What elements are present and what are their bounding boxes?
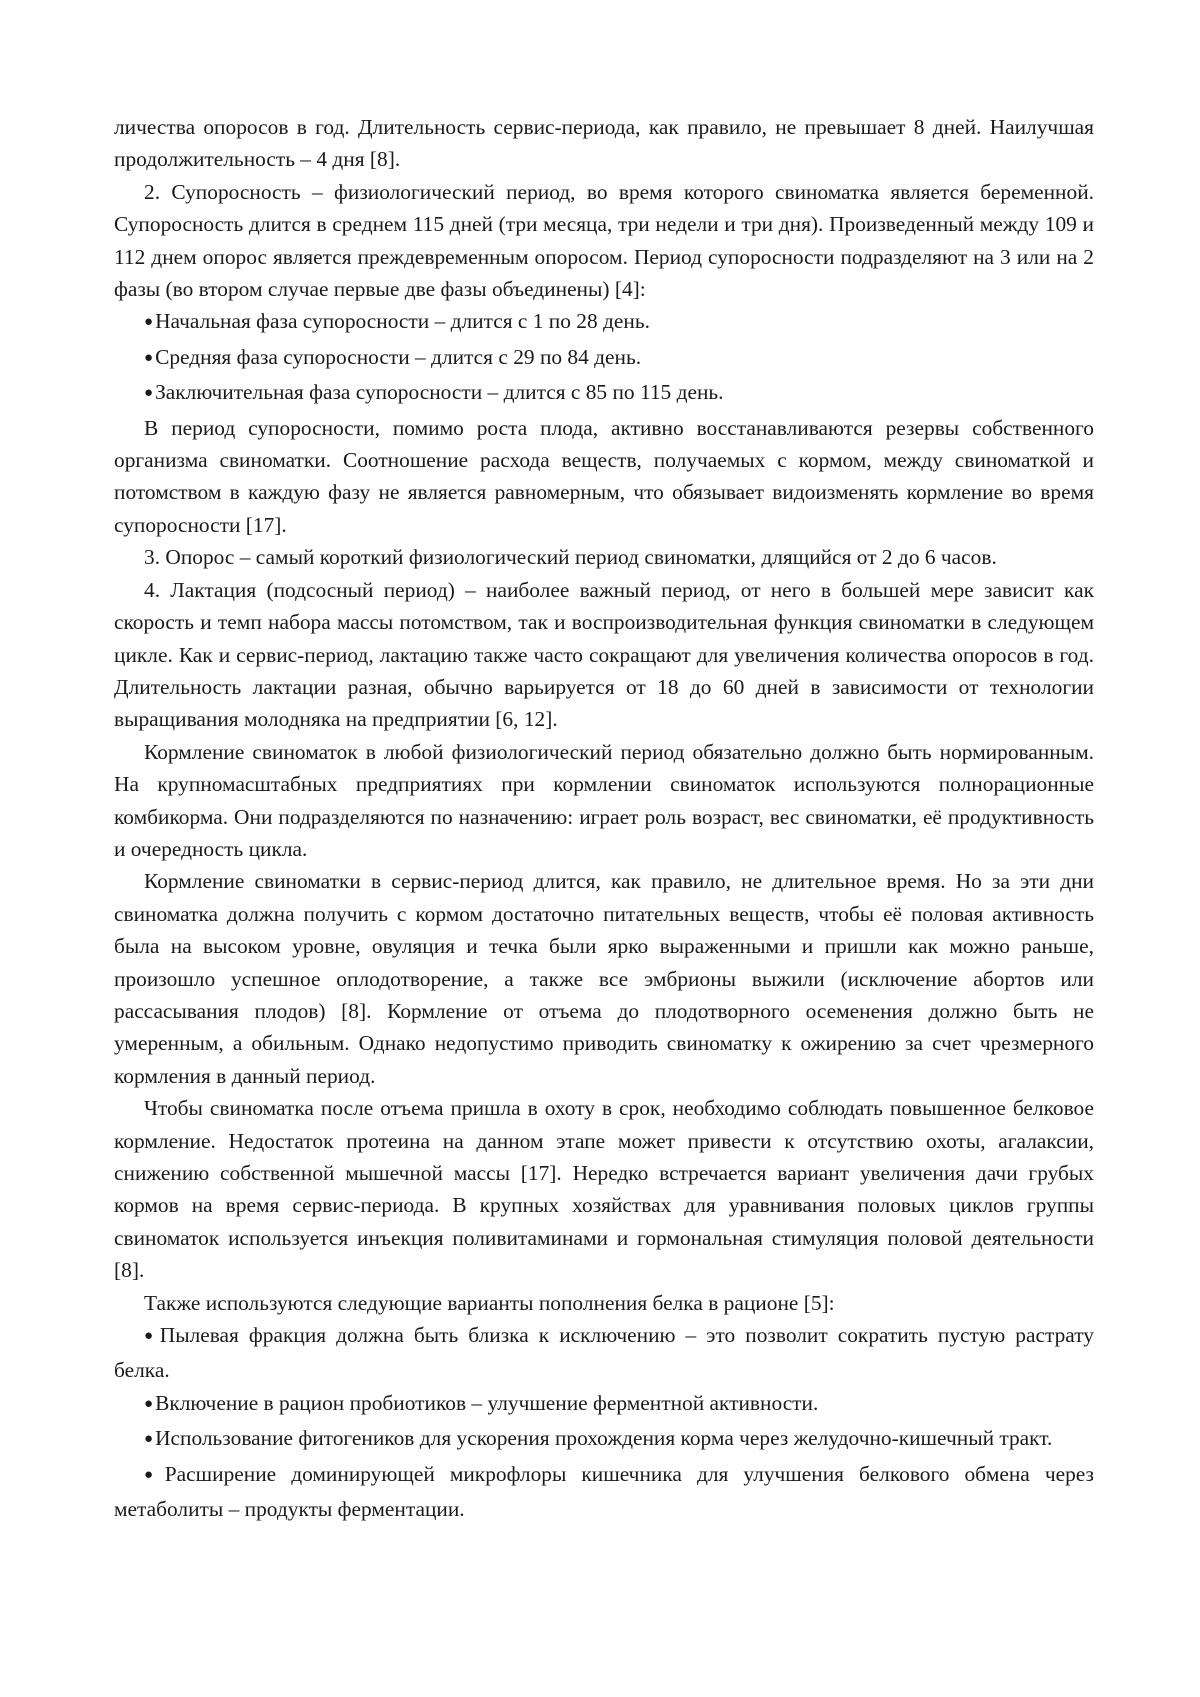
paragraph-gestation: 2. Супоросность – физиологический период, во время которого свиноматка является беременной. Супоросность длится в среднем 115 дней (три месяца, три недели и три дня). Произведенный между 109 и 112 днем опорос является преждевременным опоросом. Период супоросности подразделяют на 3 или на 2 фазы (во втором случае первые две фазы объединены) [4]: (114, 179, 1094, 302)
paragraph-farrowing: 3. Опорос – самый короткий физиологический период свиноматки, длящийся от 2 до 6 часов. (144, 545, 997, 570)
paragraph-feeding-norm: Кормление свиноматок в любой физиологический период обязательно должно быть нормированным. На крупномасштабных предприятиях при кормлении свиноматок используются полнорационные комбикорма. Они подразделяются по назначению: играет роль возраст, вес свиноматки, её продуктивность и очередность цикла. (114, 739, 1094, 861)
list-item: ●Заключительная фаза супоросности – длится с 85 по 115 день. (144, 380, 724, 405)
bullet-icon: ● (144, 349, 154, 366)
paragraph-service-feeding: Кормление свиноматки в сервис-период длится, как правило, не длительное время. Но за эти дни свиноматка должна получить с кормом достаточно питательных веществ, чтобы её половая активность была на высоком уровне, овуляция и течка были ярко выраженными и пришли как можно раньше, произошло успешное оплодотворение, а также все эмбрионы выжили (исключение абортов или рассасывания плодов) [8]. Кормление от отъема до плодотворного осеменения должно быть не умеренным, а обильным. Однако недопустимо приводить свиноматку к ожирению за счет чрезмерного кормления в данный период. (114, 869, 1094, 1088)
list-item: ●Расширение доминирующей микрофлоры кишечника для улучшения белкового обмена через метаболиты – продукты ферментации. (114, 1461, 1095, 1522)
paragraph-reserves: В период супоросности, помимо роста плода, активно восстанавливаются резервы собственного организма свиноматки. Соотношение расхода веществ, получаемых с кормом, между свиноматкой и потомством в каждую фазу не является равномерным, что обязывает видоизменять кормление во время супоросности [17]. (114, 415, 1094, 537)
paragraph-lactation: 4. Лактация (подсосный период) – наиболее важный период, от него в большей мере зависит как скорость и темп набора массы потомством, так и воспроизводительная функция свиноматки в следующем цикле. Как и сервис-период, лактацию также часто сокращают для увеличения количества опоросов в год. Длительность лактации разная, обычно варьируется от 18 до 60 дней в зависимости от технологии выращивания молодняка на предприятии [6, 12]. (114, 577, 1094, 732)
bullet-icon: ● (144, 1328, 158, 1345)
bullet-icon: ● (144, 385, 154, 402)
paragraph-protein-options: Также используются следующие варианты пополнения белка в рационе [5]: (144, 1290, 835, 1315)
list-item: ●Средняя фаза супоросности – длится с 29 по 84 день. (144, 344, 642, 369)
bullet-icon: ● (144, 1431, 154, 1448)
paragraph-intro: личества опоросов в год. Длительность сервис-периода, как правило, не превышает 8 дней. Наилучшая продолжительность – 4 дня [8]. (114, 115, 1094, 172)
paragraph-protein: Чтобы свиноматка после отъема пришла в охоту в срок, необходимо соблюдать повышенное белковое кормление. Недостаток протеина на данном этапе может привести к отсутствию охоты, агалаксии, снижению собственной мышечной массы [17]. Нередко встречается вариант увеличения дачи грубых кормов на время сервис-периода. В крупных хозяйствах для уравнивания половых циклов группы свиноматок используется инъекция поливитаминами и гормональная стимуляция половой деятельности [8]. (114, 1096, 1094, 1283)
bullet-icon: ● (144, 1466, 163, 1483)
list-item: ●Начальная фаза супоросности – длится с 1 по 28 день. (144, 309, 650, 334)
list-item: ●Использование фитогеников для ускорения прохождения корма через желудочно-кишечный тракт. (144, 1426, 1053, 1451)
list-item: ●Пылевая фракция должна быть близка к исключению – это позволит сократить пустую растрату белка. (114, 1323, 1094, 1383)
bullet-icon: ● (144, 1395, 154, 1412)
bullet-icon: ● (144, 314, 154, 331)
list-item: ●Включение в рацион пробиотиков – улучшение ферментной активности. (144, 1390, 819, 1415)
document-body (114, 111, 1094, 1525)
